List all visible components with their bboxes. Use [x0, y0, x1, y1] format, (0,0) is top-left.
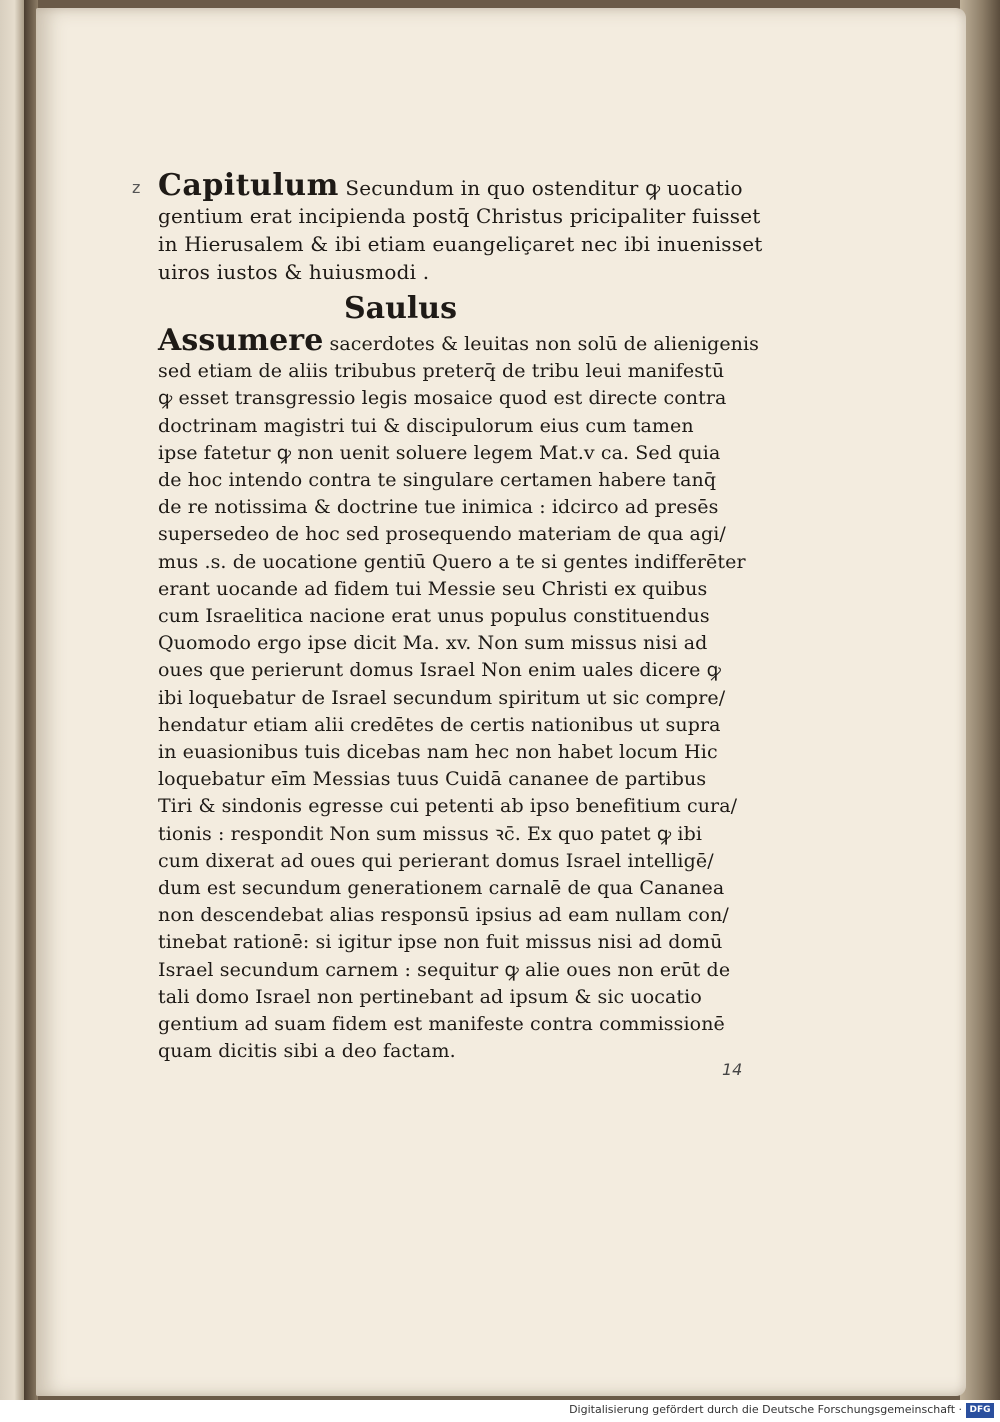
margin-mark: z: [132, 178, 141, 197]
body-line: supersedeo de hoc sed prosequendo materiam de qua agi/: [158, 523, 726, 546]
heading-line-text: Secundum in quo ostenditur ꝙ uocatio: [345, 176, 743, 200]
body-line: sed etiam de aliis tribubus preterq̄ de tribu leui manifestū: [158, 360, 725, 383]
body-line: cum dixerat ad oues qui perierant domus Israel intelligē/: [158, 849, 714, 872]
body-line: tali domo Israel non pertinebant ad ipsum & sic uocatio: [158, 985, 702, 1008]
heading-line-2: gentium erat incipienda postq̄ Christus pricipaliter fuisset: [158, 204, 761, 228]
body-line: tinebat rationē: si igitur ipse non fuit missus nisi ad domū: [158, 931, 723, 954]
body-line: erant uocande ad fidem tui Messie seu Christi ex quibus: [158, 577, 708, 600]
body-line: dum est secundum generationem carnalē de qua Cananea: [158, 877, 725, 900]
body-line: de hoc intendo contra te singulare certamen habere tanq̄: [158, 469, 717, 492]
chapter-heading: [158, 168, 770, 286]
body-line: oues que perierunt domus Israel Non enim uales dicere ꝙ: [158, 659, 721, 682]
body-line: non descendebat alias responsū ipsius ad eam nullam con/: [158, 904, 729, 927]
dfg-logo-icon[interactable]: DFG: [966, 1403, 994, 1418]
body-line: ipse fatetur ꝙ non uenit soluere legem Mat.v ca. Sed quia: [158, 441, 721, 464]
text-block: [158, 168, 770, 1065]
body-line: ꝙ esset transgressio legis mosaice quod est directe contra: [158, 387, 727, 410]
footer-credit: Digitalisierung gefördert durch die Deutsche Forschungsgemeinschaft ·: [569, 1403, 962, 1416]
page-number: 14: [722, 1060, 743, 1079]
book-page: [36, 8, 966, 1396]
body-line: cum Israelitica nacione erat unus populus constituendus: [158, 605, 710, 628]
body-line: Israel secundum carnem : sequitur ꝙ alie oues non erūt de: [158, 958, 731, 981]
body-line: doctrinam magistri tui & discipulorum eius cum tamen: [158, 414, 694, 437]
facing-page-edge: [0, 0, 24, 1400]
footer-bar: [0, 1400, 1000, 1422]
body-line: hendatur etiam alii credētes de certis nationibus ut supra: [158, 713, 721, 736]
body-line: in euasionibus tuis dicebas nam hec non habet locum Hic: [158, 741, 718, 764]
speaker-name: Saulus: [344, 291, 458, 326]
body-first-word: Assumere: [158, 323, 324, 358]
body-line: Tiri & sindonis egresse cui petenti ab ipso benefitium cura/: [158, 795, 738, 818]
body-line: Quomodo ergo ipse dicit Ma. xv. Non sum missus nisi ad: [158, 632, 708, 655]
body-line: gentium ad suam fidem est manifeste contra commissionē: [158, 1013, 725, 1036]
body-line: mus .s. de uocatione gentiū Quero a te si gentes indifferēter: [158, 550, 746, 573]
body-line-text: sacerdotes & leuitas non solū de alienigenis: [329, 333, 760, 355]
body-text: [158, 323, 770, 1065]
heading-line-4: uiros iustos & huiusmodi .: [158, 260, 430, 284]
body-line: quam dicitis sibi a deo factam.: [158, 1040, 456, 1063]
body-line: de re notissima & doctrine tue inimica : idcirco ad presēs: [158, 496, 719, 519]
body-line: loquebatur eīm Messias tuus Cuidā cananee de partibus: [158, 768, 707, 791]
heading-line-1: [158, 168, 770, 203]
body-line: tionis : respondit Non sum missus ꝛc̄. Ex quo patet ꝙ ibi: [158, 822, 703, 845]
page-stack-edge: [960, 0, 1000, 1400]
body-line: [158, 323, 770, 358]
body-line: ibi loquebatur de Israel secundum spiritum ut sic compre/: [158, 686, 726, 709]
heading-cap-word: Capitulum: [158, 168, 339, 203]
heading-line-3: in Hierusalem & ibi etiam euangeliçaret nec ibi inuenisset: [158, 232, 763, 256]
